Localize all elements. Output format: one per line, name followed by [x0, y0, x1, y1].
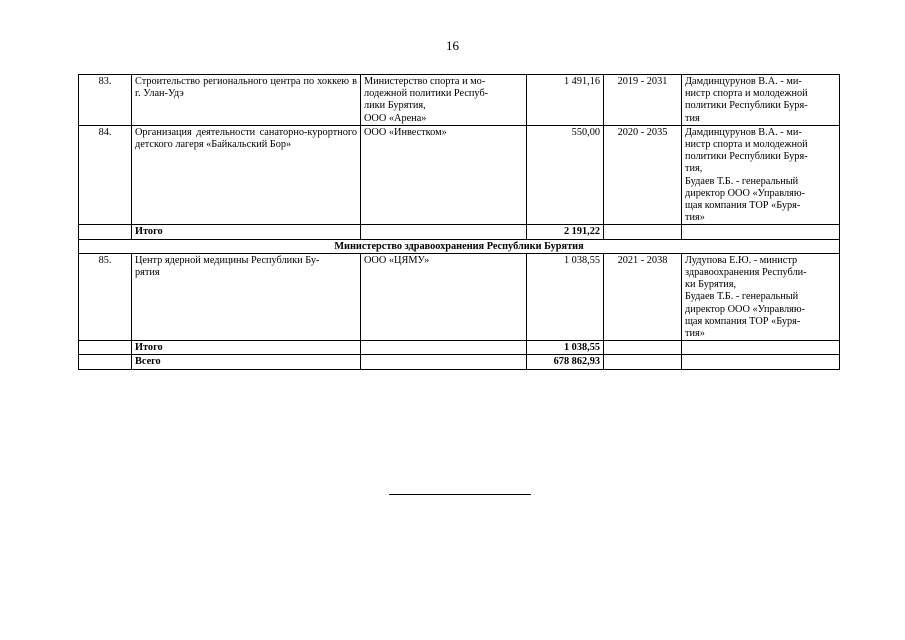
row-number: 85. — [79, 253, 132, 340]
responsible-line: тия» — [685, 328, 705, 340]
grand-total-amount: 678 862,93 — [527, 355, 604, 369]
investor: ООО «ЦЯМУ» — [361, 253, 527, 340]
subtotal-label: Итого — [132, 341, 361, 355]
project-name: Строительство регионального центра по хоккею в г. Улан-Удэ — [132, 75, 361, 126]
implementation-period: 2020 - 2035 — [604, 125, 682, 225]
table-row — [79, 75, 840, 126]
section-title: Министерство здравоохранения Республики Бурятия — [79, 239, 840, 253]
responsible-line: тия» — [685, 212, 705, 224]
responsible-line: здравоохранения Республи- — [685, 267, 807, 279]
empty-cell — [604, 341, 682, 355]
responsible-line: щая компания ТОР «Буря- — [685, 315, 801, 327]
responsible-line: тия, — [685, 163, 703, 175]
empty-cell — [604, 225, 682, 239]
investment-amount: 550,00 — [527, 125, 604, 225]
responsible-line: Дамдинцурунов В.А. - ми- — [685, 76, 802, 87]
page-number: 16 — [446, 38, 459, 53]
empty-cell — [682, 225, 840, 239]
project-name: Организация деятельности санаторно-курортного детского лагеря «Байкальский Бор» — [132, 125, 361, 225]
empty-cell — [361, 225, 527, 239]
responsible-line: политики Республики Буря- — [685, 100, 808, 112]
empty-cell — [682, 355, 840, 369]
responsible-person — [682, 75, 840, 126]
empty-cell — [682, 341, 840, 355]
responsible-line: Будаев Т.Б. - генеральный — [685, 175, 799, 187]
subtotal-row — [79, 341, 840, 355]
table-row — [79, 125, 840, 225]
section-heading-row — [79, 239, 840, 253]
responsible-person — [682, 253, 840, 340]
responsible-line: щая компания ТОР «Буря- — [685, 200, 801, 212]
grand-total-label: Всего — [132, 355, 361, 369]
investor — [361, 75, 527, 126]
investor-line: лики Бурятия, — [364, 100, 426, 112]
responsible-line: нистр спорта и молодежной — [685, 139, 808, 151]
investment-projects-table — [78, 74, 840, 370]
empty-cell — [361, 341, 527, 355]
table-row — [79, 253, 840, 340]
responsible-person — [682, 125, 840, 225]
closing-rule-divider — [389, 494, 531, 495]
project-name — [132, 253, 361, 340]
responsible-line: тия — [685, 112, 700, 124]
subtotal-label: Итого — [132, 225, 361, 239]
responsible-line: директор ООО «Управляю- — [685, 303, 805, 315]
subtotal-amount: 1 038,55 — [527, 341, 604, 355]
empty-cell — [604, 355, 682, 369]
implementation-period: 2021 - 2038 — [604, 253, 682, 340]
responsible-line: ки Бурятия, — [685, 279, 737, 291]
responsible-line: Будаев Т.Б. - генеральный — [685, 291, 799, 303]
responsible-line: Дамдинцурунов В.А. - ми- — [685, 126, 802, 138]
investment-amount: 1 491,16 — [527, 75, 604, 126]
row-number: 83. — [79, 75, 132, 126]
investment-amount: 1 038,55 — [527, 253, 604, 340]
subtotal-amount: 2 191,22 — [527, 225, 604, 239]
row-number: 84. — [79, 125, 132, 225]
grand-total-row — [79, 355, 840, 369]
implementation-period: 2019 - 2031 — [604, 75, 682, 126]
empty-cell — [79, 355, 132, 369]
empty-cell — [79, 225, 132, 239]
investor — [361, 125, 527, 225]
subtotal-row — [79, 225, 840, 239]
responsible-line: Лудупова Е.Ю. - министр — [685, 254, 798, 266]
empty-cell — [361, 355, 527, 369]
project-line: рятия — [135, 267, 160, 279]
investor-line: Министерство спорта и мо- — [364, 76, 486, 87]
investor-line: лодежной политики Респуб- — [364, 88, 489, 100]
investor-line: ООО «Инвестком» — [364, 126, 447, 138]
empty-cell — [79, 341, 132, 355]
responsible-line: нистр спорта и молодежной — [685, 88, 808, 100]
investor-line: ООО «Арена» — [364, 112, 427, 124]
responsible-line: директор ООО «Управляю- — [685, 187, 805, 199]
responsible-line: политики Республики Буря- — [685, 151, 808, 163]
project-line: Центр ядерной медицины Республики Бу- — [135, 254, 320, 266]
